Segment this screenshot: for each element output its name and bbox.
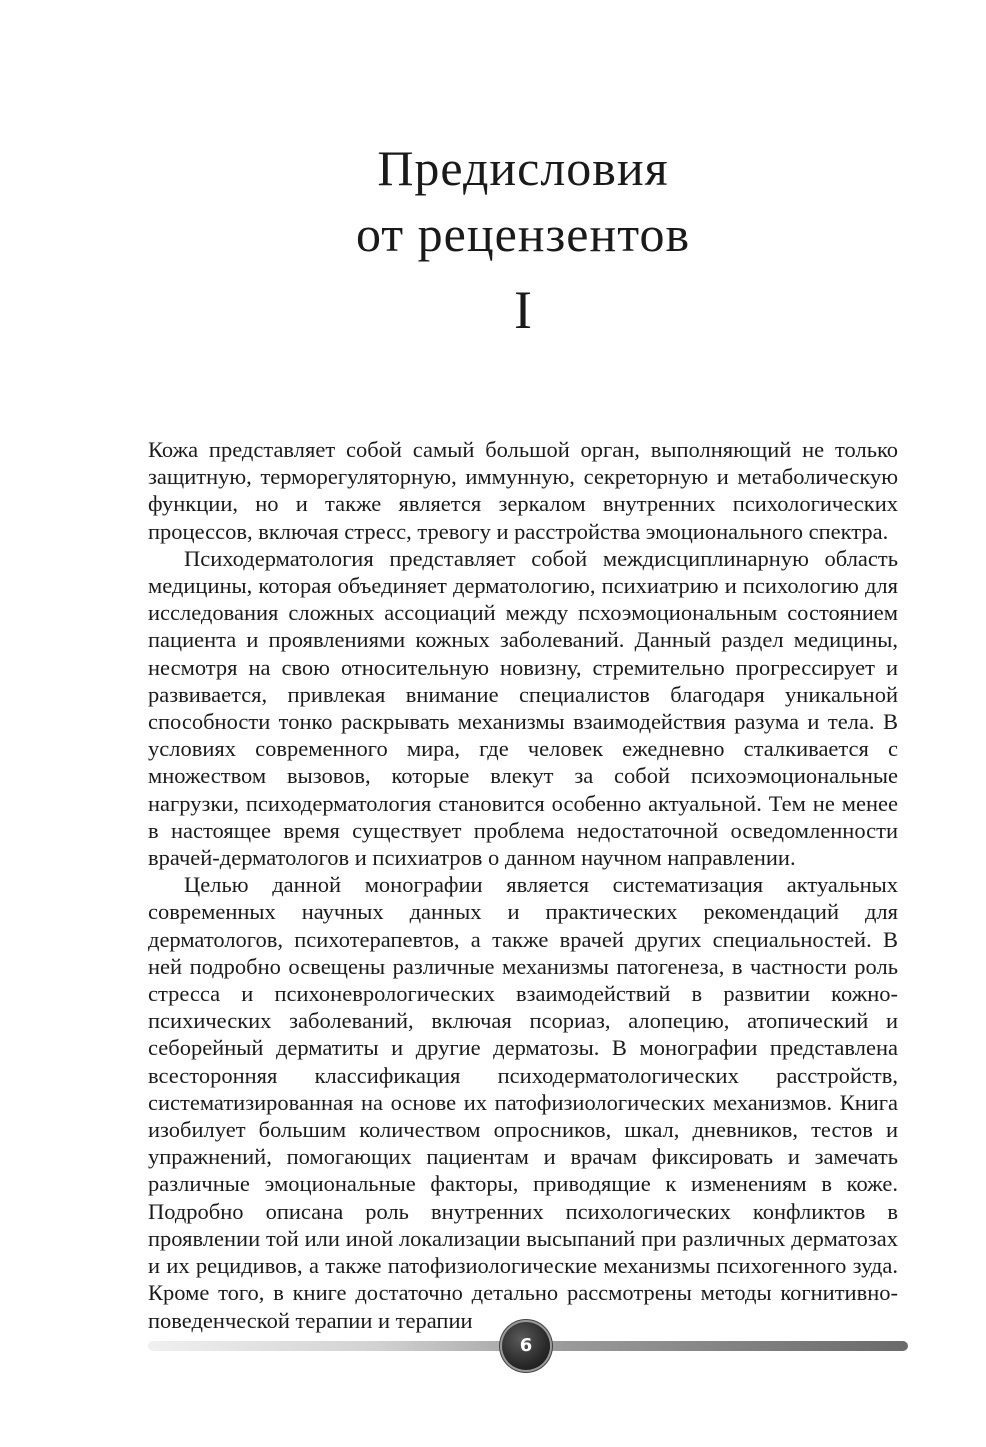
paragraph-1: Кожа представляет собой самый большой орган, выполняющий не только защитную, терморегуляторную, иммунную, секреторную и метаболическую функции, но и также является зеркалом внутренних психологических процессов, включая стресс, тревогу и расстройства эмоционального спектра. [148,437,898,544]
chapter-heading [148,135,898,343]
heading-line-1: Предисловия [377,140,669,196]
page-number-badge: 6 [502,1322,550,1370]
paragraph-2: Психодерматология представляет собой междисциплинарную область медицины, которая объединяет дерматологию, психиатрию и психологию для исследования сложных ассоциаций между псхоэмоциональным состоянием пациента и проявлениями кожных заболеваний. Данный раздел медицины, несмотря на свою относительную новизну, стремительно прогрессирует и развивается, привлекая внимание специалистов благодаря уникальной способности тонко раскрывать механизмы взаимодействия разума и тела. В условиях современного мира, где человек ежедневно сталкивается с множеством вызовов, которые влекут за собой психоэмоциональные нагрузки, психодерматология становится особенно актуальной. Тем не менее в настоящее время существует проблема недостаточной осведомленности врачей-дерматологов и психиатров о данном научном направлении. [148,545,898,871]
paragraph-3: Целью данной монографии является систематизация актуальных современных научных данных и практических рекомендаций для дерматологов, психотерапевтов, а также врачей других специальностей. В ней подробно освещены различные механизмы патогенеза, в частности роль стресса и психоневрологических взаимодействий в развитии кожно-психических заболеваний, включая псориаз, алопецию, атопический и себорейный дерматиты и другие дерматозы. В монографии представлена всесторонняя классификация психодерматологических расстройств, систематизированная на основе их патофизиологических механизмов. Книга изобилует большим количеством опросников, шкал, дневников, тестов и упражнений, помогающих пациентам и врачам фиксировать и замечать различные эмоциональные факторы, приводящие к изменениям в коже. Подробно описана роль внутренних психологических конфликтов в проявлении той или иной локализации высыпаний при различных дерматозах и их рецидивов, а также патофизиологические механизмы психогенного зуда. Кроме того, в книге достаточно детально рассмотрены методы когнитивно-поведенческой терапии и терапии [148,872,898,1333]
body-text [148,436,898,1334]
heading-line-2: от рецензентов [355,206,691,262]
page-footer [148,1322,908,1370]
heading-roman-number: I [514,280,532,340]
